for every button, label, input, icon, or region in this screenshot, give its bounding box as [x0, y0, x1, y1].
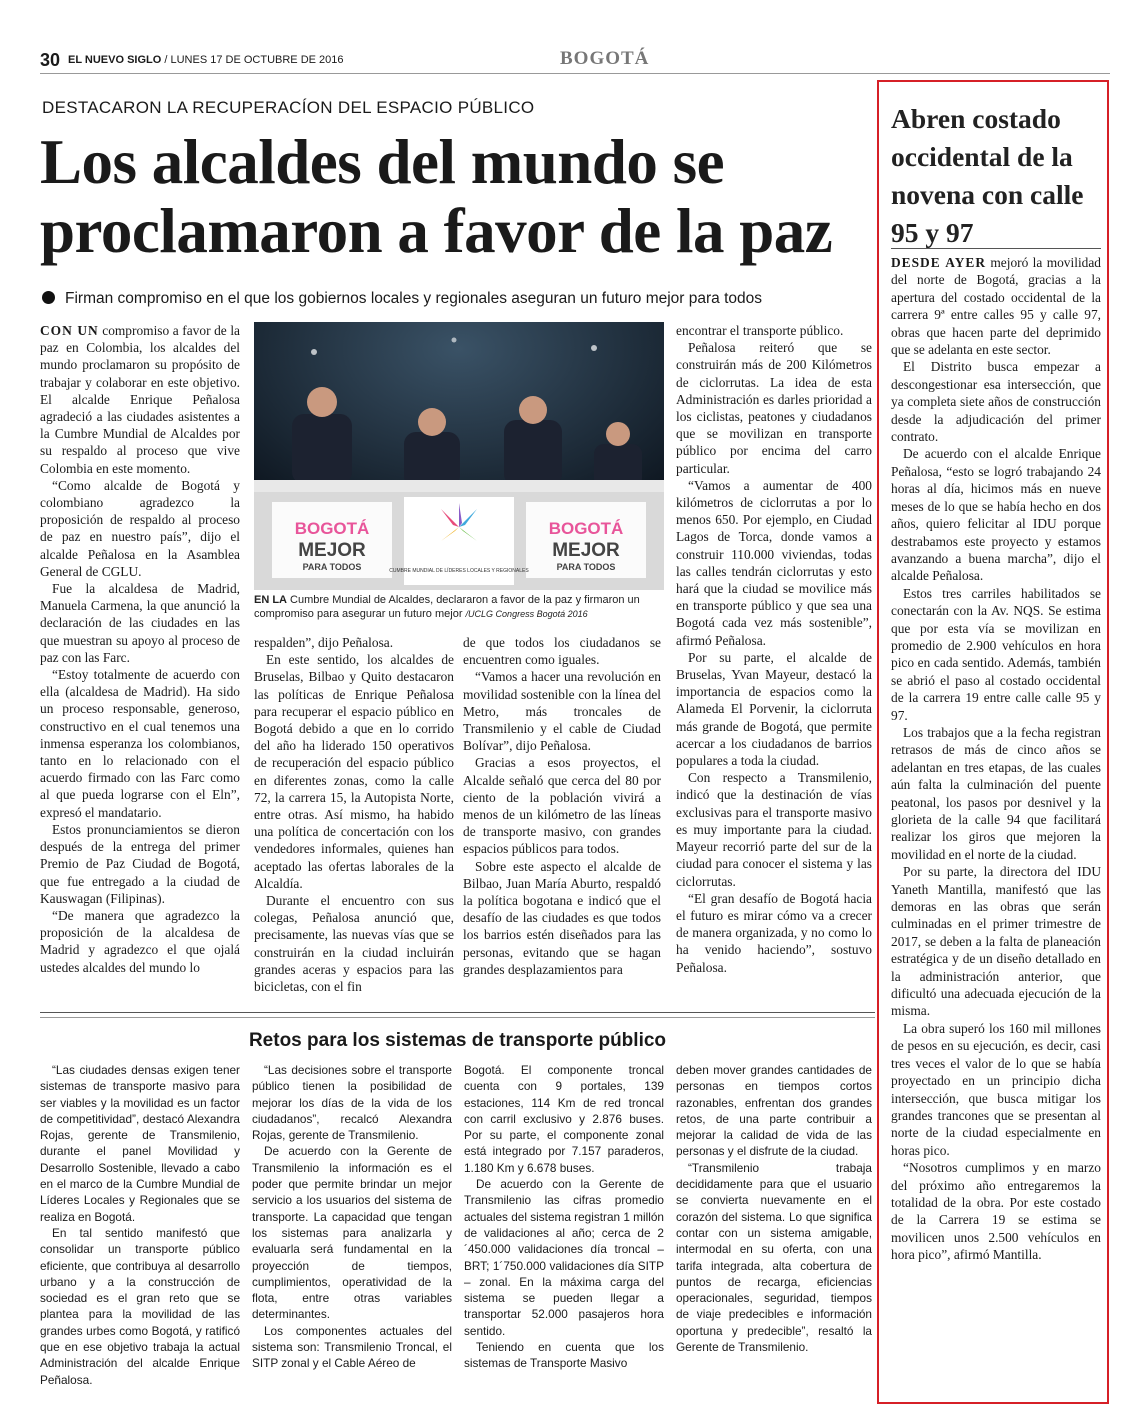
transport-column-1	[40, 1062, 240, 1392]
article-paragraph	[40, 322, 240, 477]
page-header	[40, 44, 1110, 74]
photo-caption	[254, 594, 664, 621]
sidebar-paragraph	[891, 254, 1101, 358]
transport-paragraph: deben mover grandes cantidades de personas en tiempos cortos razonables, enfrentan dos grandes retos, de una parte contribuir a mejorar la calidad de vida de las personas y el disfrute de la ciudad.	[676, 1063, 872, 1159]
transport-paragraph: En tal sentido manifestó que consolidar un transporte público eficiente, que contribuya al desarrollo urbano y a la construcción de sociedad es el gran reto que se plantea para la movilidad de las grandes urbes como Bogotá, y ratificó que en ese objetivo trabaja la actual Administración del alcalde Enrique Peñalosa.	[40, 1225, 240, 1387]
article-paragraph: “De manera que agradezco la proposición de la alcaldesa de Madrid y agradezco el que ojalá ustedes alcaldes del mundo lo	[40, 907, 240, 975]
banner-left-tagline: PARA TODOS	[302, 562, 362, 572]
page-date: / LUNES 17 DE OCTUBRE DE 2016	[164, 54, 344, 66]
banner-left-subtitle: MEJOR	[298, 540, 366, 561]
article-photo	[254, 322, 664, 590]
caption-lead: EN LA	[254, 594, 287, 606]
article-paragraph: Fue la alcaldesa de Madrid, Manuela Carmena, la que anunció la declaración de las ciudades en las que muestran su apoyo al proceso de paz con las Farc.	[40, 581, 240, 665]
article-paragraph: encontrar el transporte público.	[676, 323, 844, 338]
sidebar-body	[891, 254, 1101, 1399]
banner-right-subtitle: MEJOR	[552, 540, 620, 561]
article-kicker: DESTACARON LA RECUPERACÍON DEL ESPACIO PÚBLICO	[42, 98, 535, 117]
transport-paragraph: “Transmilenio trabaja decididamente para que el usuario se convierta nuevamente en el corazón del sistema. Lo que significa contar con un sistema amigable, intermodal en su oferta, con una tarifa integrada, alta cobertura de puntos de recarga, eficiencias operacionales, seguridad, tiempos de viaje predecibles e información oportuna y predecible”, resaltó la Gerente de Transmilenio.	[676, 1160, 872, 1355]
sidebar-paragraph: Por su parte, la directora del IDU Yaneth Mantilla, manifestó que las demoras en las obras que serán culminadas en el primer trimestre de 2017, se deben a la falta de planeación estratégica y de un diseño detallado en la administración anterior, que dificultó una adecuada ejecución de la misma.	[891, 864, 1101, 1019]
article-paragraph: Estos pronunciamientos se dieron después de la entrega del primer Premio de Paz Ciudad de Bogotá, que fue entregado a la ciudad de Kauswagan (Filipinas).	[40, 821, 240, 906]
caption-text: Cumbre Mundial de Alcaldes, declararon a favor de la paz y firmaron un compromiso para asegurar un futuro mejor	[254, 594, 640, 620]
article-paragraph: “Vamos a aumentar de 400 kilómetros de ciclorrutas a por lo menos 650. Por ejemplo, en Ciudad Lagos de Torca, donde vamos a construir 110.000 viviendas, todas las calles tendrán ciclorrutas y esto hará que la ciudad se movilice más en transporte público y que sea una Bogotá cada vez más sostenible”, afirmó Peñalosa.	[676, 477, 872, 648]
banner-right-title: BOGOTÁ	[548, 519, 624, 538]
podium-text: CUMBRE MUNDIAL DE LÍDERES LOCALES Y REGIONALES	[389, 568, 529, 574]
transport-paragraph: Los componentes actuales del sistema son: Transmilenio Troncal, el SITP zonal y el Cable Aéreo de	[252, 1323, 452, 1371]
article-paragraph: de que todos los ciudadanos se encuentren como iguales.	[463, 635, 661, 668]
article-column-2	[254, 634, 454, 1004]
article-paragraph: “Vamos a hacer una revolución en movilidad sostenible con la línea del Metro, más troncales de Transmilenio y el cable de Ciudad Bolívar”, dijo Peñalosa.	[463, 669, 661, 754]
transport-column-2	[252, 1062, 452, 1392]
subheadline-text: Firman compromiso en el que los gobiernos locales y regionales aseguran un futuro mejor para todos	[65, 290, 763, 307]
sidebar-paragraph: Estos tres carriles habilitados se conectarán con la Av. NQS. Se estima que por esta vía se movilizan en promedio de 2.900 vehículos en hora pico en cada sentido. Además, también se abrió el paso al costado occidental de la carrera 19 entre calle calle 95 y 97.	[891, 585, 1101, 723]
transport-paragraph: De acuerdo con la Gerente de Transmilenio la información es el poder que permite brindar un mejor servicio a los usuarios del sistema de transporte. La capacidad que tengan los sistemas para analizarla y evaluarla será fundamental en la proyección de tiempos, cumplimientos, operatividad de la flota, entre otras variables determinantes.	[252, 1144, 452, 1322]
bullet-icon	[42, 291, 55, 304]
article-paragraph: Sobre este aspecto el alcalde de Bilbao, Juan María Aburto, respaldó la política bogotana e indicó que el desafío de las ciudades es que todos los barrios estén diseñados para las personas, evitando que se hagan grandes desplazamientos para	[463, 858, 661, 977]
article-paragraph: En este sentido, los alcaldes de Bruselas, Bilbao y Quito destacaron las políticas de Enrique Peñalosa para recuperar el espacio público en Bogotá debido a que en lo corrido del año ha liderado 150 operativos de recuperación del espacio público en diferentes zonas, como la calle 72, la carrera 15, la Autopista Norte, entre otras. Así mismo, ha habido una política de concertación con los vendedores informales, quienes han aceptado las ofertas laborales de la Alcaldía.	[254, 652, 454, 891]
article-paragraph: “Como alcalde de Bogotá y colombiano agradezco la proposición de respaldo al proceso de paz en nuestro país”, dijo el alcalde Peñalosa en la Asamblea General de CGLU.	[40, 477, 240, 579]
sidebar-title: Abren costado occidental de la novena con calle 95 y 97	[891, 103, 1084, 248]
section-divider	[40, 1012, 875, 1018]
sidebar-paragraph: De acuerdo con el alcalde Enrique Peñalosa, “esto se logró trabajando 24 horas al día, hicimos más en nueve meses de lo que se había hecho en dos años, quiero felicitar al IDU porque destrabamos este proyecto y estamos avanzando a buena marcha”, dijo el alcalde Peñalosa.	[891, 446, 1101, 584]
transport-column-4	[676, 1062, 872, 1392]
paragraph-text: compromiso a favor de la paz en Colombia, los alcaldes del mundo proclamaron su propósito de trabajar y colaborar en este objetivo. El alcalde Enrique Peñalosa agradeció a las ciudades asistentes a la Cumbre Mundial de Alcaldes por su respaldo al proceso que vive Colombia en este momento.	[40, 323, 240, 476]
lead-words: CON UN	[40, 323, 99, 338]
sidebar-paragraph: El Distrito busca empezar a descongestionar esa intersección, que ya completa siete años de construcción desde la adjudicación del primer contrato.	[891, 359, 1101, 445]
transport-paragraph: “Las decisiones sobre el transporte público tienen la posibilidad de mejorar los días de la vida de los ciudadanos”, recalcó Alexandra Rojas, gerente de Transmilenio.	[252, 1063, 452, 1143]
sidebar-rule	[891, 248, 1101, 249]
summit-photo	[254, 322, 664, 590]
page-number: 30	[40, 50, 61, 70]
sidebar-paragraph: “Nosotros cumplimos y en marzo del próximo año entregaremos la totalidad de la obra. Por este costado de la Carrera 19 se estima se movilicen unos 2.500 vehículos en hora pico”, afirmó Mantilla.	[891, 1160, 1101, 1263]
article-paragraph: Peñalosa reiteró que se construirán más de 200 Kilómetros de ciclorrutas. La idea de esta Administración es darles prioridad a los ciclistas, peatones y ciudadanos que se movilizan en transporte público por encima del carro particular.	[676, 340, 872, 476]
article-paragraph: “Estoy totalmente de acuerdo con ella (alcaldesa de Madrid). Ha sido un proceso responsable, generoso, constructivo en el cual tenemos una inmensa esperanza los colombianos, tanto en lo relacionado con el acuerdo firmado con las Farc como al que pueda lograrse con el Eln”, expresó el mandatario.	[40, 667, 240, 820]
article-headline: Los alcaldes del mundo se proclamaron a favor de la paz	[40, 127, 833, 266]
paper-meta	[68, 54, 344, 66]
article-paragraph: Por su parte, el alcalde de Bruselas, Yvan Mayeur, destacó la importancia de espacios como la Alameda El Porvenir, la ciclorruta más grande de Bogotá, que permite acercar a los ciudadanos de barrios populares a toda la ciudad.	[676, 649, 872, 769]
banner-right-tagline: PARA TODOS	[556, 562, 616, 572]
article-column-3	[463, 634, 661, 1004]
article-paragraph: Con respecto a Transmilenio, indicó que la destinación de vías exclusivas para el transporte masivo es muy importante para la ciudad. Mayeur recorrió parte del sur de la ciudad para conocer el sistema y las ciclorrutas.	[676, 770, 872, 889]
article-paragraph: “El gran desafío de Bogotá hacia el futuro es mirar cómo va a crecer de manera organizada, y no como lo ha venido haciendo”, sostuvo Peñalosa.	[676, 890, 872, 975]
article-column-1	[40, 322, 240, 1004]
banner-left-title: BOGOTÁ	[294, 519, 370, 538]
transport-paragraph: De acuerdo con la Gerente de Transmilenio las cifras promedio actuales del sistema registran 1 millón de validaciones al año; cerca de 2´450.000 validaciones día troncal – BRT; 1´750.000 validaciones día SITP – zonal. En la máxima carga del sistema se pueden llegar a transportar 52.000 pasajeros hora sentido.	[464, 1177, 664, 1338]
sidebar-lead-words: DESDE AYER	[891, 255, 986, 270]
section-name: BOGOTÁ	[560, 48, 650, 69]
transport-paragraph: Bogotá. El componente troncal cuenta con 9 portales, 139 estaciones, 114 Km de red troncal con carril exclusivo y 2.876 buses. Por su parte, el componente zonal está integrado por 7.157 paraderos, 1.180 Km y 6.678 buses.	[464, 1063, 664, 1175]
caption-credit: /UCLG Congress Bogotá 2016	[465, 608, 588, 619]
transport-article-title: Retos para los sistemas de transporte público	[248, 1030, 667, 1051]
paper-name: EL NUEVO SIGLO	[68, 54, 162, 66]
transport-paragraph: “Las ciudades densas exigen tener sistemas de transporte masivo para ser viables y la movilidad es un factor de competitividad”, destacó Alexandra Rojas, gerente de Transmilenio, durante el panel Movilidad y Desarrollo Sostenible, llevado a cabo en el marco de la Cumbre Mundial de Líderes Locales y Regionales que se realiza en Bogotá.	[40, 1063, 240, 1224]
article-subheadline	[42, 290, 872, 308]
article-paragraph: Durante el encuentro con sus colegas, Peñalosa anunció que, precisamente, las nuevas vías que se construirán en la ciudad incluirán grandes aceras y espacios para las bicicletas, con el fin	[254, 893, 454, 995]
paragraph-text: mejoró la movilidad del norte de Bogotá, gracias a la apertura del costado occidental de la carrera 9ª entre calles 95 y calle 97, obras que hacen parte del deprimido que se adelanta en este sector.	[891, 255, 1101, 358]
sidebar-paragraph: Los trabajos que a la fecha registran retrasos de más de cinco años se adelantan en tres etapas, de las cuales aún falta la culminación del puente peatonal, los pasos por desnivel y la glorieta de la calle 94 que facilitará realizar los giros que mejoren la movilidad en el norte de la ciudad.	[891, 724, 1101, 862]
article-paragraph: Gracias a esos proyectos, el Alcalde señaló que cerca del 80 por ciento de la población vivirá a menos de un kilómetro de las líneas de transporte masivo, con grandes espacios públicos para todos.	[463, 755, 661, 857]
transport-column-3	[464, 1062, 664, 1392]
transport-paragraph: Teniendo en cuenta que los sistemas de Transporte Masivo	[464, 1340, 664, 1371]
sidebar-paragraph: La obra superó los 160 mil millones de pesos en su ejecución, es decir, casi tres veces el valor de lo que se había proyectado en un principio dicha intersección, que busca mitigar los grandes trancones que se presentan al norte de la ciudad especialmente en horas pico.	[891, 1020, 1101, 1158]
article-paragraph: respalden”, dijo Peñalosa.	[254, 635, 394, 650]
article-column-4	[676, 322, 872, 1004]
